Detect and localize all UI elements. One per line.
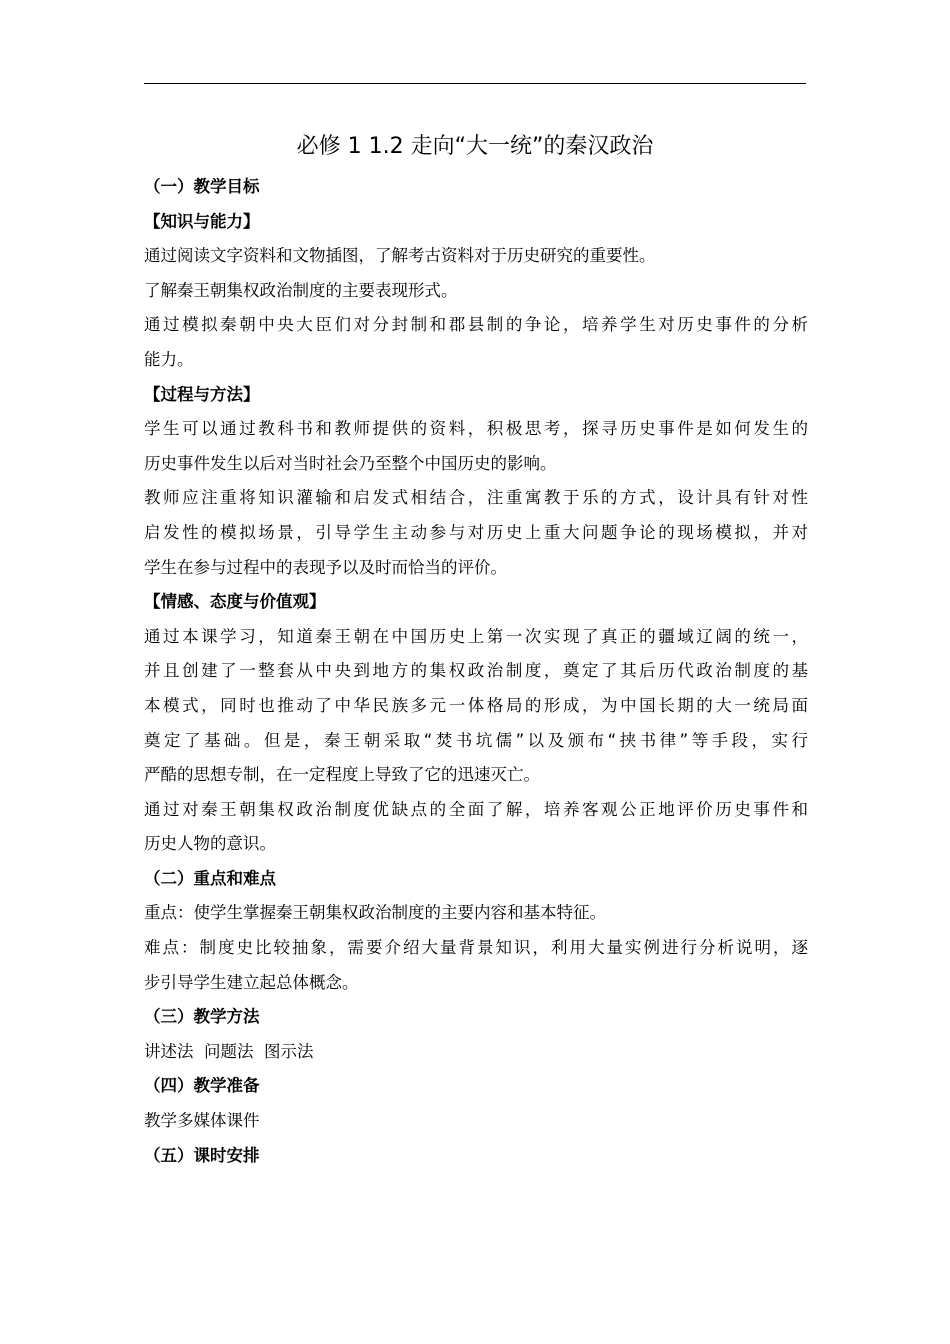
section-heading-key-points: （二）重点和难点 <box>144 868 276 888</box>
paragraph-line: 了解秦王朝集权政治制度的主要表现形式。 <box>144 280 458 300</box>
paragraph-line: 步引导学生建立起总体概念。 <box>144 972 359 992</box>
section-heading-objectives: （一）教学目标 <box>144 177 260 196</box>
paragraph-line: 学生可以通过教科书和教师提供的资料，积极思考，探寻历史事件是如何发生的 <box>144 419 808 439</box>
paragraph-line: 难点：制度史比较抽象，需要介绍大量背景知识，利用大量实例进行分析说明，逐 <box>144 938 808 958</box>
section-heading-methods: （三）教学方法 <box>144 1007 260 1027</box>
subheading-process-method: 【过程与方法】 <box>144 384 260 404</box>
paragraph-line: 重点：使学生掌握秦王朝集权政治制度的主要内容和基本特征。 <box>144 903 606 923</box>
paragraph-line: 本模式，同时也推动了中华民族多元一体格局的形成，为中国长期的大一统局面 <box>144 695 808 715</box>
section-heading-schedule: （五）课时安排 <box>144 1145 260 1165</box>
paragraph-line: 启发性的模拟场景，引导学生主动参与对历史上重大问题争论的现场模拟，并对 <box>144 522 808 542</box>
paragraph-line: 通过对秦王朝集权政治制度优缺点的全面了解，培养客观公正地评价历史事件和 <box>144 799 808 819</box>
subheading-emotion-values: 【情感、态度与价值观】 <box>144 592 326 612</box>
paragraph-line: 学生在参与过程中的表现予以及时而恰当的评价。 <box>144 557 507 577</box>
paragraph-line: 能力。 <box>144 349 194 369</box>
paragraph-line: 并且创建了一整套从中央到地方的集权政治制度，奠定了其后历代政治制度的基 <box>144 661 808 681</box>
paragraph-line: 历史人物的意识。 <box>144 834 276 854</box>
paragraph-line: 讲述法 问题法 图示法 <box>144 1041 314 1061</box>
header-rule <box>144 83 806 84</box>
paragraph-line: 教师应注重将知识灌输和启发式相结合，注重寓教于乐的方式，设计具有针对性 <box>144 488 808 508</box>
paragraph-line: 通过本课学习，知道秦王朝在中国历史上第一次实现了真正的疆域辽阔的统一， <box>144 626 808 646</box>
section-heading-preparation: （四）教学准备 <box>144 1076 260 1096</box>
paragraph-line: 通过模拟秦朝中央大臣们对分封制和郡县制的争论，培养学生对历史事件的分析 <box>144 315 808 335</box>
document-title: 必修 1 1.2 走向“大一统”的秦汉政治 <box>296 134 654 159</box>
paragraph-line: 严酷的思想专制，在一定程度上导致了它的迅速灭亡。 <box>144 765 540 785</box>
paragraph-line: 教学多媒体课件 <box>144 1111 260 1131</box>
document-body <box>144 170 808 1173</box>
paragraph-line: 通过阅读文字资料和文物插图，了解考古资料对于历史研究的重要性。 <box>144 246 656 266</box>
paragraph-line: 奠定了基础。但是，秦王朝采取“焚书坑儒”以及颁布“挟书律”等手段，实行 <box>144 730 808 750</box>
subheading-knowledge-ability: 【知识与能力】 <box>144 211 260 231</box>
paragraph-line: 历史事件发生以后对当时社会乃至整个中国历史的影响。 <box>144 453 557 473</box>
